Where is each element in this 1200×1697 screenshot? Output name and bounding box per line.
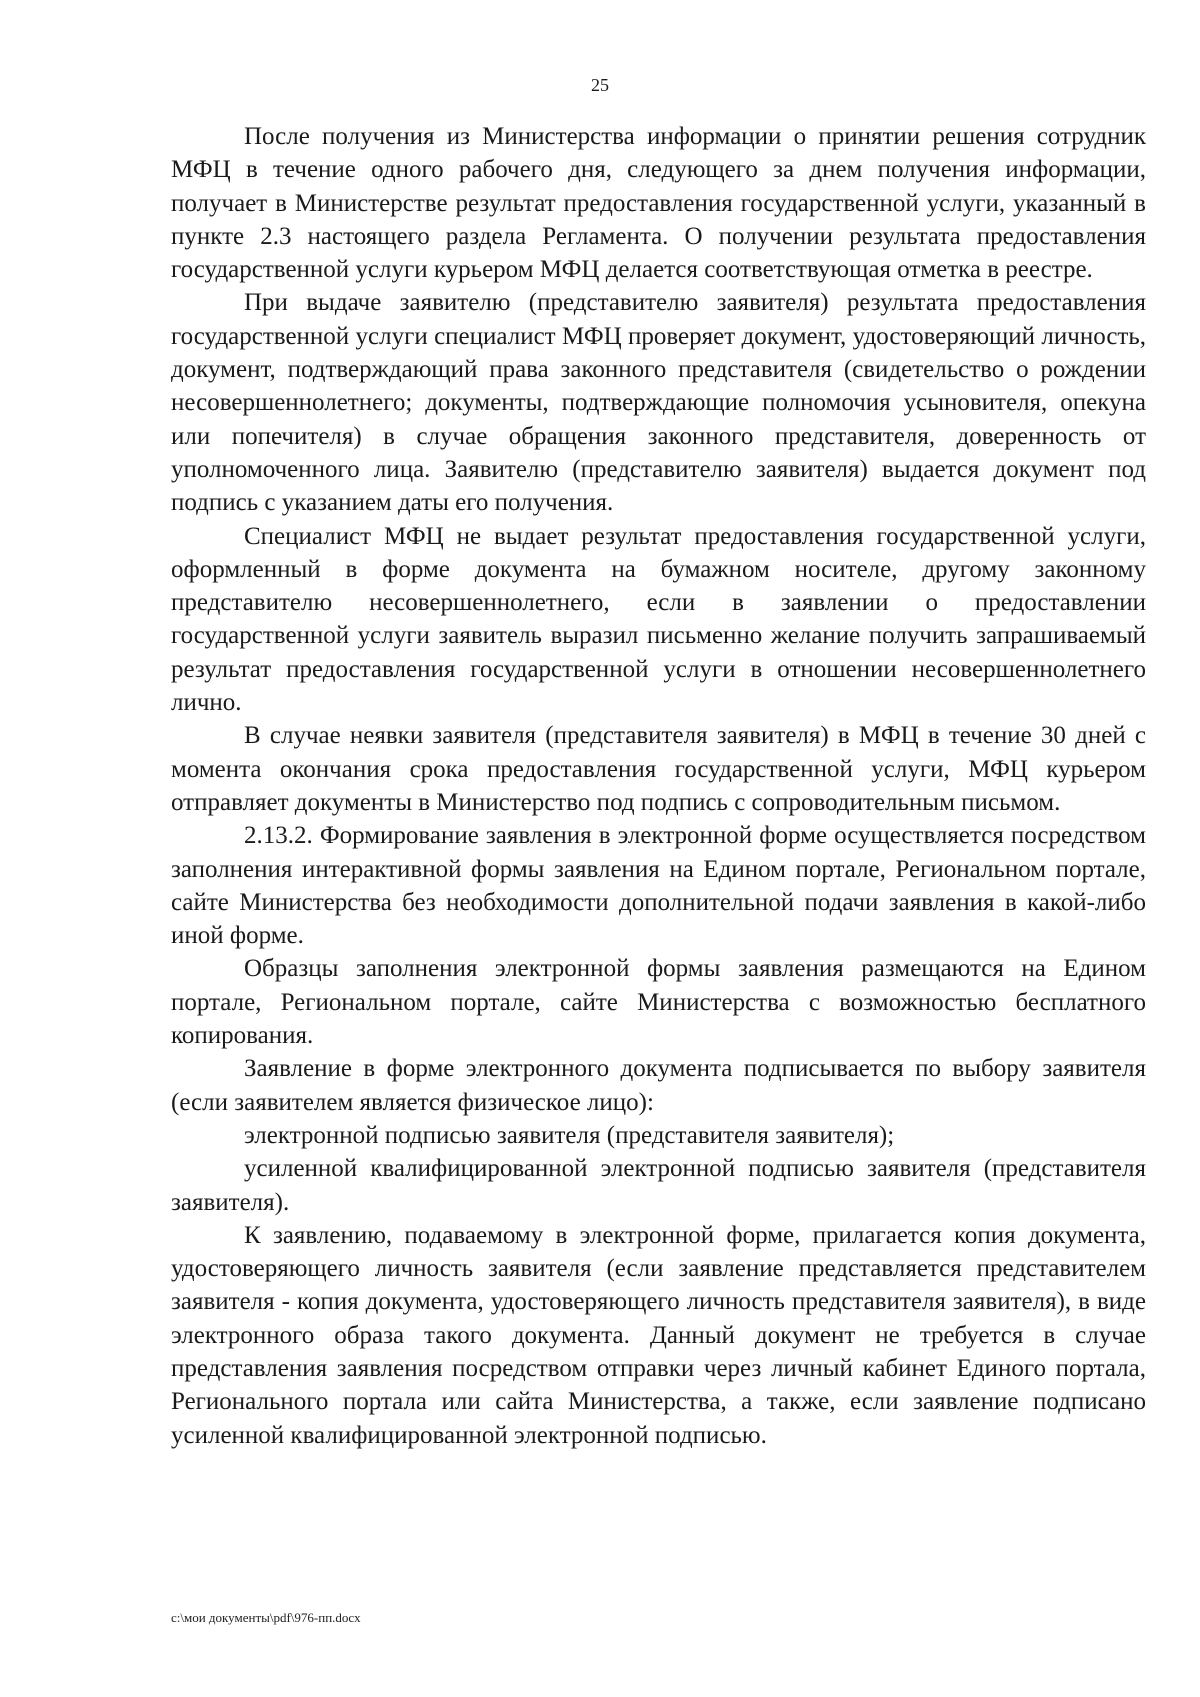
paragraph-form-samples: Образцы заполнения электронной формы заявления размещаются на Едином портале, Региональном портале, сайте Министерства с возможностью бесплатного копирования. — [171, 955, 1146, 1050]
footer-file-path: c:\мои документы\pdf\976-пп.docx — [171, 1610, 361, 1625]
paragraph-electronic-form: 2.13.2. Формирование заявления в электронной форме осуществляется посредством заполнения интерактивной формы заявления на Едином портале, Региональном портале, сайте Министерства без необходимости дополнительной подачи заявления в какой-либо иной форме. — [171, 822, 1146, 950]
paragraph-non-appearance: В случае неявки заявителя (представителя заявителя) в МФЦ в течение 30 дней с момента окончания срока предоставления государственной услуги, МФЦ курьером отправляет документы в Министерство под подпись с сопроводительным письмом. — [171, 722, 1146, 816]
paragraph-attached-documents: К заявлению, подаваемому в электронной форме, прилагается копия документа, удостоверяющего личность заявителя (если заявление представляется представителем заявителя - копия документа, удостоверяющего личность представителя заявителя), в виде электронного образа такого документа. Данный документ не требуется в случае представления заявления посредством отправки через личный кабинет Единого портала, Регионального портала или сайта Министерства, а также, если заявление подписано усиленной квалифицированной электронной подписью. — [171, 1221, 1146, 1449]
page-number: 25 — [591, 75, 609, 95]
paragraph-issuance: При выдаче заявителю (представителю заявителя) результата предоставления государственной услуги специалист МФЦ проверяет документ, удостоверяющий личность, документ, подтверждающий права законного представителя (свидетельство о рождении несовершеннолетнего; документы, подтверждающие полномочия усыновителя, опекуна или попечителя) в случае обращения законного представителя, доверенность от уполномоченного лица. Заявителю (представителю заявителя) выдается документ под подпись с указанием даты его получения. — [171, 289, 1146, 517]
document-body — [171, 120, 1146, 1452]
paragraph-mfc-receipt: После получения из Министерства информации о принятии решения сотрудник МФЦ в течение одного рабочего дня, следующего за днем получения информации, получает в Министерстве результат предоставления государственной услуги, указанный в пункте 2.3 настоящего раздела Регламента. О получении результата предоставления государственной услуги курьером МФЦ делается соответствующая отметка в реестре. — [171, 123, 1146, 284]
paragraph-simple-signature: электронной подписью заявителя (представителя заявителя); — [244, 1121, 895, 1149]
paragraph-refusal-to-issue: Специалист МФЦ не выдает результат предоставления государственной услуги, оформленный в форме документа на бумажном носителе, другому законному представителю несовершеннолетнего, если в заявлении о предоставлении государственной услуги заявитель выразил письменно желание получить запрашиваемый результат предоставления государственной услуги в отношении несовершеннолетнего лично. — [171, 522, 1146, 717]
paragraph-signature-choice: Заявление в форме электронного документа подписывается по выбору заявителя (если заявителем является физическое лицо): — [171, 1055, 1146, 1116]
paragraph-qualified-signature: усиленной квалифицированной электронной подписью заявителя (представителя заявителя). — [171, 1155, 1146, 1216]
